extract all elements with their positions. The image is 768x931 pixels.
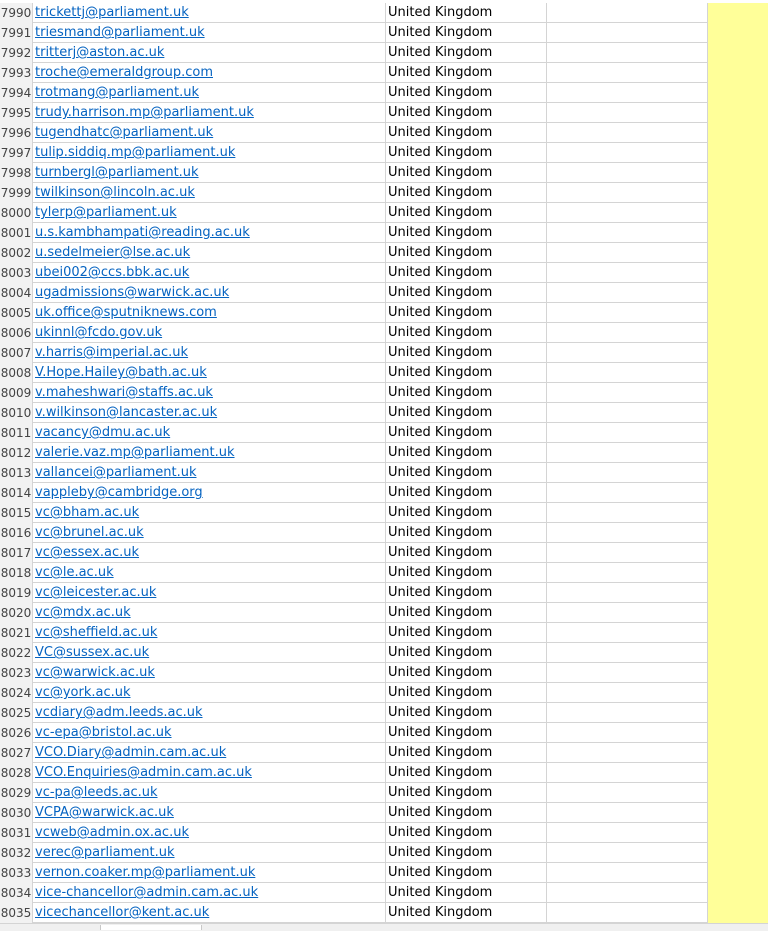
highlighted-cell[interactable] — [708, 43, 768, 63]
country-cell[interactable]: United Kingdom — [386, 883, 547, 903]
row-number[interactable]: 8022 — [0, 643, 33, 663]
empty-cell[interactable] — [547, 123, 708, 143]
highlighted-cell[interactable] — [708, 803, 768, 823]
highlighted-cell[interactable] — [708, 603, 768, 623]
highlighted-cell[interactable] — [708, 783, 768, 803]
row-number[interactable]: 8027 — [0, 743, 33, 763]
email-link-cell[interactable]: vc@mdx.ac.uk — [33, 603, 386, 623]
email-link-cell[interactable]: vcdiary@adm.leeds.ac.uk — [33, 703, 386, 723]
country-cell[interactable]: United Kingdom — [386, 903, 547, 923]
highlighted-cell[interactable] — [708, 523, 768, 543]
highlighted-cell[interactable] — [708, 103, 768, 123]
country-cell[interactable]: United Kingdom — [386, 643, 547, 663]
email-link-cell[interactable]: vcweb@admin.ox.ac.uk — [33, 823, 386, 843]
country-cell[interactable]: United Kingdom — [386, 263, 547, 283]
empty-cell[interactable] — [547, 183, 708, 203]
email-link-cell[interactable]: trickettj@parliament.uk — [33, 3, 386, 23]
row-number[interactable]: 8024 — [0, 683, 33, 703]
country-cell[interactable]: United Kingdom — [386, 863, 547, 883]
row-number[interactable]: 8025 — [0, 703, 33, 723]
empty-cell[interactable] — [547, 663, 708, 683]
table-row — [0, 43, 768, 63]
table-row — [0, 663, 768, 683]
table-row — [0, 863, 768, 883]
row-number[interactable]: 8035 — [0, 903, 33, 923]
table-row — [0, 383, 768, 403]
table-row — [0, 23, 768, 43]
row-number[interactable]: 7993 — [0, 63, 33, 83]
empty-cell[interactable] — [547, 863, 708, 883]
highlighted-cell[interactable] — [708, 423, 768, 443]
empty-cell[interactable] — [547, 703, 708, 723]
empty-cell[interactable] — [547, 583, 708, 603]
table-row — [0, 523, 768, 543]
empty-cell[interactable] — [547, 223, 708, 243]
table-row — [0, 363, 768, 383]
empty-cell[interactable] — [547, 783, 708, 803]
email-link-cell[interactable]: trotmang@parliament.uk — [33, 83, 386, 103]
email-link-cell[interactable]: ukinnl@fcdo.gov.uk — [33, 323, 386, 343]
highlighted-cell[interactable] — [708, 223, 768, 243]
row-number[interactable]: 7990 — [0, 3, 33, 23]
email-link-cell[interactable]: vc@warwick.ac.uk — [33, 663, 386, 683]
row-number[interactable]: 8018 — [0, 563, 33, 583]
table-row — [0, 3, 768, 23]
country-cell[interactable]: United Kingdom — [386, 223, 547, 243]
email-link-cell[interactable]: vc@brunel.ac.uk — [33, 523, 386, 543]
empty-cell[interactable] — [547, 243, 708, 263]
empty-cell[interactable] — [547, 543, 708, 563]
table-row — [0, 83, 768, 103]
country-cell[interactable]: United Kingdom — [386, 283, 547, 303]
email-link-cell[interactable]: vice-chancellor@admin.cam.ac.uk — [33, 883, 386, 903]
highlighted-cell[interactable] — [708, 843, 768, 863]
country-cell[interactable]: United Kingdom — [386, 663, 547, 683]
highlighted-cell[interactable] — [708, 463, 768, 483]
highlighted-cell[interactable] — [708, 123, 768, 143]
table-row — [0, 843, 768, 863]
highlighted-cell[interactable] — [708, 3, 768, 23]
row-number[interactable]: 8020 — [0, 603, 33, 623]
highlighted-cell[interactable] — [708, 823, 768, 843]
email-link-cell[interactable]: u.sedelmeier@lse.ac.uk — [33, 243, 386, 263]
email-link-cell[interactable]: turnbergl@parliament.uk — [33, 163, 386, 183]
country-cell[interactable]: United Kingdom — [386, 703, 547, 723]
highlighted-cell[interactable] — [708, 263, 768, 283]
highlighted-cell[interactable] — [708, 643, 768, 663]
highlighted-cell[interactable] — [708, 283, 768, 303]
empty-cell[interactable] — [547, 623, 708, 643]
empty-cell[interactable] — [547, 823, 708, 843]
country-cell[interactable]: United Kingdom — [386, 603, 547, 623]
email-link-cell[interactable]: v.wilkinson@lancaster.ac.uk — [33, 403, 386, 423]
highlighted-cell[interactable] — [708, 363, 768, 383]
email-link-cell[interactable]: ugadmissions@warwick.ac.uk — [33, 283, 386, 303]
empty-cell[interactable] — [547, 403, 708, 423]
table-row — [0, 743, 768, 763]
table-row — [0, 123, 768, 143]
row-number[interactable]: 8030 — [0, 803, 33, 823]
country-cell[interactable]: United Kingdom — [386, 103, 547, 123]
row-number[interactable]: 8019 — [0, 583, 33, 603]
empty-cell[interactable] — [547, 83, 708, 103]
country-cell[interactable]: United Kingdom — [386, 303, 547, 323]
table-row — [0, 643, 768, 663]
row-number[interactable]: 8007 — [0, 343, 33, 363]
email-link-cell[interactable]: tritterj@aston.ac.uk — [33, 43, 386, 63]
country-cell[interactable]: United Kingdom — [386, 23, 547, 43]
row-number[interactable]: 8009 — [0, 383, 33, 403]
email-link-cell[interactable]: v.maheshwari@staffs.ac.uk — [33, 383, 386, 403]
row-number[interactable]: 8013 — [0, 463, 33, 483]
highlighted-cell[interactable] — [708, 903, 768, 923]
table-row — [0, 163, 768, 183]
email-link-cell[interactable]: trudy.harrison.mp@parliament.uk — [33, 103, 386, 123]
email-link-cell[interactable]: VC@sussex.ac.uk — [33, 643, 386, 663]
country-cell[interactable]: United Kingdom — [386, 323, 547, 343]
email-link-cell[interactable]: vappleby@cambridge.org — [33, 483, 386, 503]
country-cell[interactable]: United Kingdom — [386, 243, 547, 263]
country-cell[interactable]: United Kingdom — [386, 443, 547, 463]
table-row — [0, 483, 768, 503]
country-cell[interactable]: United Kingdom — [386, 83, 547, 103]
highlighted-cell[interactable] — [708, 703, 768, 723]
highlighted-cell[interactable] — [708, 323, 768, 343]
email-link-cell[interactable]: vc@le.ac.uk — [33, 563, 386, 583]
email-link-cell[interactable]: vallancei@parliament.uk — [33, 463, 386, 483]
highlighted-cell[interactable] — [708, 343, 768, 363]
table-row — [0, 723, 768, 743]
email-link-cell[interactable]: vc@sheffield.ac.uk — [33, 623, 386, 643]
row-number[interactable]: 8012 — [0, 443, 33, 463]
empty-cell[interactable] — [547, 843, 708, 863]
country-cell[interactable]: United Kingdom — [386, 343, 547, 363]
empty-cell[interactable] — [547, 443, 708, 463]
row-number[interactable]: 7991 — [0, 23, 33, 43]
table-row — [0, 183, 768, 203]
table-row — [0, 583, 768, 603]
highlighted-cell[interactable] — [708, 763, 768, 783]
country-cell[interactable]: United Kingdom — [386, 463, 547, 483]
email-link-cell[interactable]: troche@emeraldgroup.com — [33, 63, 386, 83]
highlighted-cell[interactable] — [708, 483, 768, 503]
row-number[interactable]: 7994 — [0, 83, 33, 103]
row-number[interactable]: 8017 — [0, 543, 33, 563]
country-cell[interactable]: United Kingdom — [386, 363, 547, 383]
empty-cell[interactable] — [547, 883, 708, 903]
table-row — [0, 803, 768, 823]
country-cell[interactable]: United Kingdom — [386, 743, 547, 763]
empty-cell[interactable] — [547, 743, 708, 763]
country-cell[interactable]: United Kingdom — [386, 503, 547, 523]
row-number[interactable]: 8028 — [0, 763, 33, 783]
email-link-cell[interactable]: vernon.coaker.mp@parliament.uk — [33, 863, 386, 883]
row-number[interactable]: 8001 — [0, 223, 33, 243]
email-link-cell[interactable]: vc@york.ac.uk — [33, 683, 386, 703]
email-link-cell[interactable]: uk.office@sputniknews.com — [33, 303, 386, 323]
email-link-cell[interactable]: verec@parliament.uk — [33, 843, 386, 863]
table-row — [0, 703, 768, 723]
empty-cell[interactable] — [547, 643, 708, 663]
highlighted-cell[interactable] — [708, 83, 768, 103]
row-number[interactable]: 8006 — [0, 323, 33, 343]
row-number[interactable]: 8005 — [0, 303, 33, 323]
table-row — [0, 343, 768, 363]
highlighted-cell[interactable] — [708, 63, 768, 83]
empty-cell[interactable] — [547, 723, 708, 743]
country-cell[interactable]: United Kingdom — [386, 403, 547, 423]
country-cell[interactable]: United Kingdom — [386, 843, 547, 863]
row-number[interactable]: 8032 — [0, 843, 33, 863]
table-row — [0, 323, 768, 343]
row-number[interactable]: 8031 — [0, 823, 33, 843]
row-number[interactable]: 8014 — [0, 483, 33, 503]
table-row — [0, 903, 768, 923]
country-cell[interactable]: United Kingdom — [386, 163, 547, 183]
table-row — [0, 563, 768, 583]
highlighted-cell[interactable] — [708, 303, 768, 323]
empty-cell[interactable] — [547, 903, 708, 923]
row-number[interactable]: 8003 — [0, 263, 33, 283]
table-row — [0, 883, 768, 903]
highlighted-cell[interactable] — [708, 883, 768, 903]
country-cell[interactable]: United Kingdom — [386, 423, 547, 443]
table-row — [0, 463, 768, 483]
country-cell[interactable]: United Kingdom — [386, 203, 547, 223]
empty-cell[interactable] — [547, 363, 708, 383]
highlighted-cell[interactable] — [708, 543, 768, 563]
country-cell[interactable]: United Kingdom — [386, 623, 547, 643]
row-number[interactable]: 7999 — [0, 183, 33, 203]
row-number[interactable]: 8004 — [0, 283, 33, 303]
country-cell[interactable]: United Kingdom — [386, 523, 547, 543]
email-link-cell[interactable]: VCO.Diary@admin.cam.ac.uk — [33, 743, 386, 763]
empty-cell[interactable] — [547, 523, 708, 543]
table-row — [0, 283, 768, 303]
table-row — [0, 603, 768, 623]
row-number[interactable]: 8021 — [0, 623, 33, 643]
highlighted-cell[interactable] — [708, 683, 768, 703]
row-number[interactable]: 8034 — [0, 883, 33, 903]
table-row — [0, 103, 768, 123]
email-link-cell[interactable]: valerie.vaz.mp@parliament.uk — [33, 443, 386, 463]
table-row — [0, 263, 768, 283]
highlighted-cell[interactable] — [708, 163, 768, 183]
country-cell[interactable]: United Kingdom — [386, 803, 547, 823]
email-link-cell[interactable]: u.s.kambhampati@reading.ac.uk — [33, 223, 386, 243]
country-cell[interactable]: United Kingdom — [386, 63, 547, 83]
email-link-cell[interactable]: vc@bham.ac.uk — [33, 503, 386, 523]
row-number[interactable]: 8011 — [0, 423, 33, 443]
empty-cell[interactable] — [547, 463, 708, 483]
empty-cell[interactable] — [547, 203, 708, 223]
empty-cell[interactable] — [547, 763, 708, 783]
email-link-cell[interactable]: tugendhatc@parliament.uk — [33, 123, 386, 143]
email-link-cell[interactable]: VCO.Enquiries@admin.cam.ac.uk — [33, 763, 386, 783]
table-row — [0, 223, 768, 243]
empty-cell[interactable] — [547, 503, 708, 523]
highlighted-cell[interactable] — [708, 743, 768, 763]
highlighted-cell[interactable] — [708, 563, 768, 583]
highlighted-cell[interactable] — [708, 863, 768, 883]
table-row — [0, 203, 768, 223]
country-cell[interactable]: United Kingdom — [386, 43, 547, 63]
table-row — [0, 303, 768, 323]
highlighted-cell[interactable] — [708, 23, 768, 43]
email-link-cell[interactable]: vicechancellor@kent.ac.uk — [33, 903, 386, 923]
highlighted-cell[interactable] — [708, 623, 768, 643]
table-row — [0, 443, 768, 463]
empty-cell[interactable] — [547, 143, 708, 163]
empty-cell[interactable] — [547, 483, 708, 503]
email-link-cell[interactable]: VCPA@warwick.ac.uk — [33, 803, 386, 823]
empty-cell[interactable] — [547, 683, 708, 703]
table-row — [0, 63, 768, 83]
empty-cell[interactable] — [547, 603, 708, 623]
row-number[interactable]: 7996 — [0, 123, 33, 143]
country-cell[interactable]: United Kingdom — [386, 543, 547, 563]
country-cell[interactable]: United Kingdom — [386, 3, 547, 23]
sheet-tab[interactable] — [100, 925, 202, 930]
highlighted-cell[interactable] — [708, 143, 768, 163]
empty-cell[interactable] — [547, 323, 708, 343]
table-row — [0, 763, 768, 783]
data-grid — [0, 3, 768, 923]
highlighted-cell[interactable] — [708, 383, 768, 403]
table-row — [0, 243, 768, 263]
email-link-cell[interactable]: v.harris@imperial.ac.uk — [33, 343, 386, 363]
country-cell[interactable]: United Kingdom — [386, 763, 547, 783]
empty-cell[interactable] — [547, 3, 708, 23]
row-number[interactable]: 8026 — [0, 723, 33, 743]
highlighted-cell[interactable] — [708, 583, 768, 603]
country-cell[interactable]: United Kingdom — [386, 383, 547, 403]
row-number[interactable]: 8008 — [0, 363, 33, 383]
table-row — [0, 683, 768, 703]
row-number[interactable]: 7998 — [0, 163, 33, 183]
empty-cell[interactable] — [547, 383, 708, 403]
table-row — [0, 623, 768, 643]
empty-cell[interactable] — [547, 163, 708, 183]
email-link-cell[interactable]: ubei002@ccs.bbk.ac.uk — [33, 263, 386, 283]
country-cell[interactable]: United Kingdom — [386, 483, 547, 503]
empty-cell[interactable] — [547, 23, 708, 43]
email-link-cell[interactable]: tylerp@parliament.uk — [33, 203, 386, 223]
empty-cell[interactable] — [547, 263, 708, 283]
email-link-cell[interactable]: vc@essex.ac.uk — [33, 543, 386, 563]
email-link-cell[interactable]: vacancy@dmu.ac.uk — [33, 423, 386, 443]
empty-cell[interactable] — [547, 63, 708, 83]
email-link-cell[interactable]: twilkinson@lincoln.ac.uk — [33, 183, 386, 203]
row-number[interactable]: 8023 — [0, 663, 33, 683]
row-number[interactable]: 8000 — [0, 203, 33, 223]
highlighted-cell[interactable] — [708, 243, 768, 263]
email-link-cell[interactable]: V.Hope.Hailey@bath.ac.uk — [33, 363, 386, 383]
highlighted-cell[interactable] — [708, 723, 768, 743]
country-cell[interactable]: United Kingdom — [386, 123, 547, 143]
country-cell[interactable]: United Kingdom — [386, 143, 547, 163]
table-row — [0, 503, 768, 523]
empty-cell[interactable] — [547, 803, 708, 823]
country-cell[interactable]: United Kingdom — [386, 783, 547, 803]
empty-cell[interactable] — [547, 563, 708, 583]
table-row — [0, 543, 768, 563]
highlighted-cell[interactable] — [708, 403, 768, 423]
row-number[interactable]: 8016 — [0, 523, 33, 543]
row-number[interactable]: 8015 — [0, 503, 33, 523]
country-cell[interactable]: United Kingdom — [386, 583, 547, 603]
row-number[interactable]: 7995 — [0, 103, 33, 123]
empty-cell[interactable] — [547, 283, 708, 303]
row-number[interactable]: 7992 — [0, 43, 33, 63]
country-cell[interactable]: United Kingdom — [386, 823, 547, 843]
country-cell[interactable]: United Kingdom — [386, 723, 547, 743]
email-link-cell[interactable]: tulip.siddiq.mp@parliament.uk — [33, 143, 386, 163]
row-number[interactable]: 8010 — [0, 403, 33, 423]
highlighted-cell[interactable] — [708, 503, 768, 523]
row-number[interactable]: 8033 — [0, 863, 33, 883]
highlighted-cell[interactable] — [708, 203, 768, 223]
empty-cell[interactable] — [547, 303, 708, 323]
email-link-cell[interactable]: vc-pa@leeds.ac.uk — [33, 783, 386, 803]
country-cell[interactable]: United Kingdom — [386, 183, 547, 203]
email-link-cell[interactable]: vc@leicester.ac.uk — [33, 583, 386, 603]
empty-cell[interactable] — [547, 103, 708, 123]
country-cell[interactable]: United Kingdom — [386, 683, 547, 703]
highlighted-cell[interactable] — [708, 663, 768, 683]
country-cell[interactable]: United Kingdom — [386, 563, 547, 583]
empty-cell[interactable] — [547, 423, 708, 443]
email-link-cell[interactable]: vc-epa@bristol.ac.uk — [33, 723, 386, 743]
empty-cell[interactable] — [547, 343, 708, 363]
highlighted-cell[interactable] — [708, 443, 768, 463]
table-row — [0, 143, 768, 163]
highlighted-cell[interactable] — [708, 183, 768, 203]
row-number[interactable]: 7997 — [0, 143, 33, 163]
empty-cell[interactable] — [547, 43, 708, 63]
table-row — [0, 783, 768, 803]
table-row — [0, 423, 768, 443]
table-row — [0, 403, 768, 423]
table-row — [0, 823, 768, 843]
row-number[interactable]: 8029 — [0, 783, 33, 803]
email-link-cell[interactable]: triesmand@parliament.uk — [33, 23, 386, 43]
row-number[interactable]: 8002 — [0, 243, 33, 263]
